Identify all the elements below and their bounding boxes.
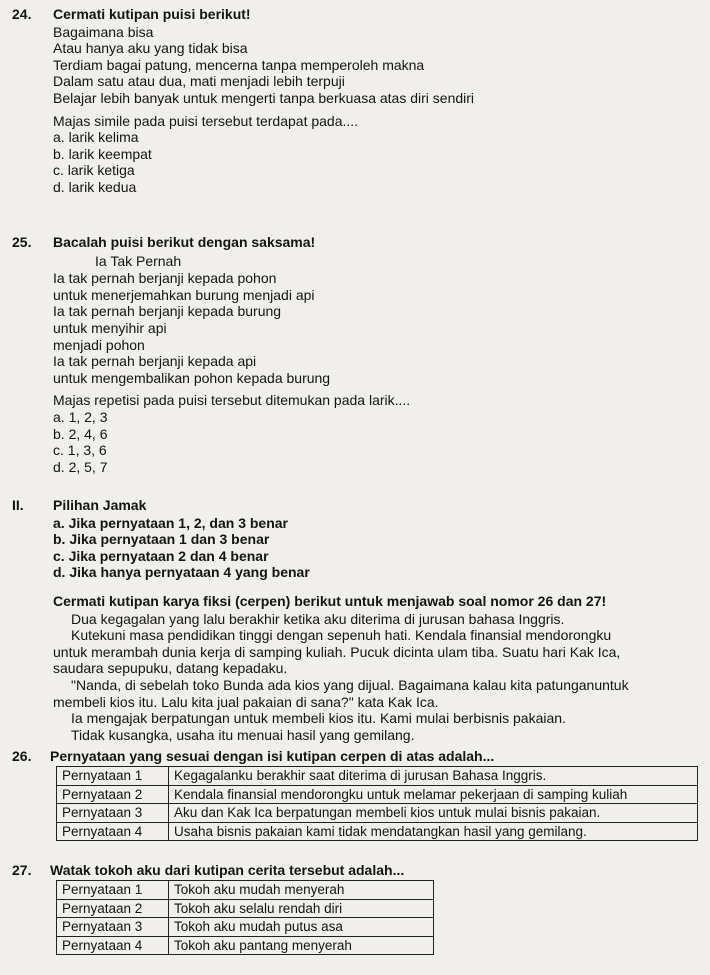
q24-options	[53, 129, 693, 195]
table-row	[57, 918, 434, 937]
q27-table	[56, 880, 434, 955]
q25-question: Majas repetisi pada puisi tersebut ditemukan pada larik....	[53, 392, 411, 409]
story-line: Ia mengajak berpatungan untuk membeli kios itu. Kami mulai berbisnis pakaian.	[71, 710, 566, 727]
poem-line: Atau hanya aku yang tidak bisa	[53, 40, 248, 57]
table-row	[57, 767, 698, 786]
option-c: c. 1, 3, 6	[53, 442, 107, 459]
row-text: Kegagalanku berakhir saat diterima di jurusan Bahasa Inggris.	[169, 767, 698, 786]
row-text: Tokoh aku mudah putus asa	[169, 918, 434, 937]
option-b: b. 2, 4, 6	[53, 425, 108, 442]
row-text: Usaha bisnis pakaian kami tidak mendatangkan hasil yang gemilang.	[169, 822, 698, 841]
story-line: "Nanda, di sebelah toko Bunda ada kios yang dijual. Bagaimana kalau kita patunganuntuk	[71, 676, 629, 693]
section2-options	[53, 515, 693, 581]
poem-line: Dalam satu atau dua, mati menjadi lebih terpuji	[53, 73, 345, 90]
poem-line: menjadi pohon	[53, 336, 145, 353]
row-text: Kendala finansial mendorongku untuk melamar pekerjaan di samping kuliah	[169, 785, 698, 804]
story-line: membeli kios itu. Lalu kita jual pakaian di sana?" kata Kak Ica.	[53, 693, 439, 710]
row-label: Pernyataan 4	[57, 936, 169, 955]
q25-poem	[53, 270, 693, 386]
q24-block	[53, 6, 693, 196]
option-d: d. larik kedua	[53, 178, 137, 195]
q26-number: 26.	[12, 748, 32, 764]
q25-instruction: Bacalah puisi berikut dengan saksama!	[53, 234, 316, 250]
poem-line: untuk mengembalikan pohon kepada burung	[53, 369, 331, 386]
row-text: Tokoh aku mudah menyerah	[169, 881, 434, 900]
table-row	[57, 822, 698, 841]
q24-number: 24.	[12, 6, 32, 22]
option-a: a. Jika pernyataan 1, 2, dan 3 benar	[53, 514, 288, 531]
row-label: Pernyataan 2	[57, 785, 169, 804]
q25-poem-title: Ia Tak Pernah	[95, 252, 182, 269]
row-text: Aku dan Kak Ica berpatungan membeli kios untuk mulai bisnis pakaian.	[169, 804, 698, 823]
row-label: Pernyataan 4	[57, 822, 169, 841]
table-row	[57, 804, 698, 823]
q24-poem	[53, 24, 693, 107]
row-label: Pernyataan 1	[57, 881, 169, 900]
story-line: Tidak kusangka, usaha itu menuai hasil yang gemilang.	[71, 726, 415, 743]
option-a: a. 1, 2, 3	[53, 408, 108, 425]
poem-line: Belajar lebih banyak untuk mengerti tanpa berkuasa atas diri sendiri	[53, 89, 475, 106]
q25-options	[53, 409, 693, 475]
row-text: Tokoh aku selalu rendah diri	[169, 899, 434, 918]
table-row	[57, 936, 434, 955]
poem-line: Terdiam bagai patung, mencerna tanpa memperoleh makna	[53, 56, 425, 73]
q24-instruction: Cermati kutipan puisi berikut!	[53, 6, 251, 22]
poem-line: Ia tak pernah berjanji kepada api	[53, 353, 257, 370]
q26-question: Pernyataan yang sesuai dengan isi kutipan cerpen di atas adalah...	[50, 748, 495, 764]
story-line: untuk merambah dunia kerja di samping kuliah. Pucuk dicinta ulam tiba. Suatu hari Kak Ica,	[53, 643, 621, 660]
q24-question: Majas simile pada puisi tersebut terdapat pada....	[53, 112, 359, 129]
table-row	[57, 899, 434, 918]
section2-block	[53, 497, 693, 581]
table-row	[57, 785, 698, 804]
q25-block	[53, 234, 693, 475]
poem-line: Ia tak pernah berjanji kepada pohon	[53, 270, 277, 287]
option-a: a. larik kelima	[53, 129, 139, 146]
row-text: Tokoh aku pantang menyerah	[169, 936, 434, 955]
section2-number: II.	[12, 497, 24, 513]
q27-question: Watak tokoh aku dari kutipan cerita tersebut adalah...	[50, 862, 405, 878]
q27-number: 27.	[12, 862, 32, 878]
row-label: Pernyataan 3	[57, 804, 169, 823]
row-label: Pernyataan 3	[57, 918, 169, 937]
story-intro: Cermati kutipan karya fiksi (cerpen) berikut untuk menjawab soal nomor 26 dan 27!	[53, 593, 607, 609]
section2-title: Pilihan Jamak	[53, 497, 147, 513]
poem-line: untuk menerjemahkan burung menjadi api	[53, 286, 315, 303]
poem-line: Ia tak pernah berjanji kepada burung	[53, 303, 282, 320]
poem-line: untuk menyihir api	[53, 319, 167, 336]
q26-table	[56, 766, 698, 841]
table-row	[57, 881, 434, 900]
option-c: c. larik ketiga	[53, 162, 135, 179]
option-b: b. Jika pernyataan 1 dan 3 benar	[53, 531, 270, 548]
row-label: Pernyataan 2	[57, 899, 169, 918]
row-label: Pernyataan 1	[57, 767, 169, 786]
q25-number: 25.	[12, 234, 32, 250]
poem-line: Bagaimana bisa	[53, 23, 154, 40]
story-line: saudara sepupuku, datang kepadaku.	[53, 660, 288, 677]
story-passage	[53, 611, 698, 744]
option-d: d. 2, 5, 7	[53, 458, 108, 475]
story-line: Kutekuni masa pendidikan tinggi dengan sepenuh hati. Kendala finansial mendorongku	[71, 627, 612, 644]
option-b: b. larik keempat	[53, 145, 152, 162]
story-block	[53, 593, 698, 743]
option-c: c. Jika pernyataan 2 dan 4 benar	[53, 547, 269, 564]
story-line: Dua kegagalan yang lalu berakhir ketika aku diterima di jurusan bahasa Inggris.	[71, 610, 565, 627]
option-d: d. Jika hanya pernyataan 4 yang benar	[53, 564, 310, 581]
